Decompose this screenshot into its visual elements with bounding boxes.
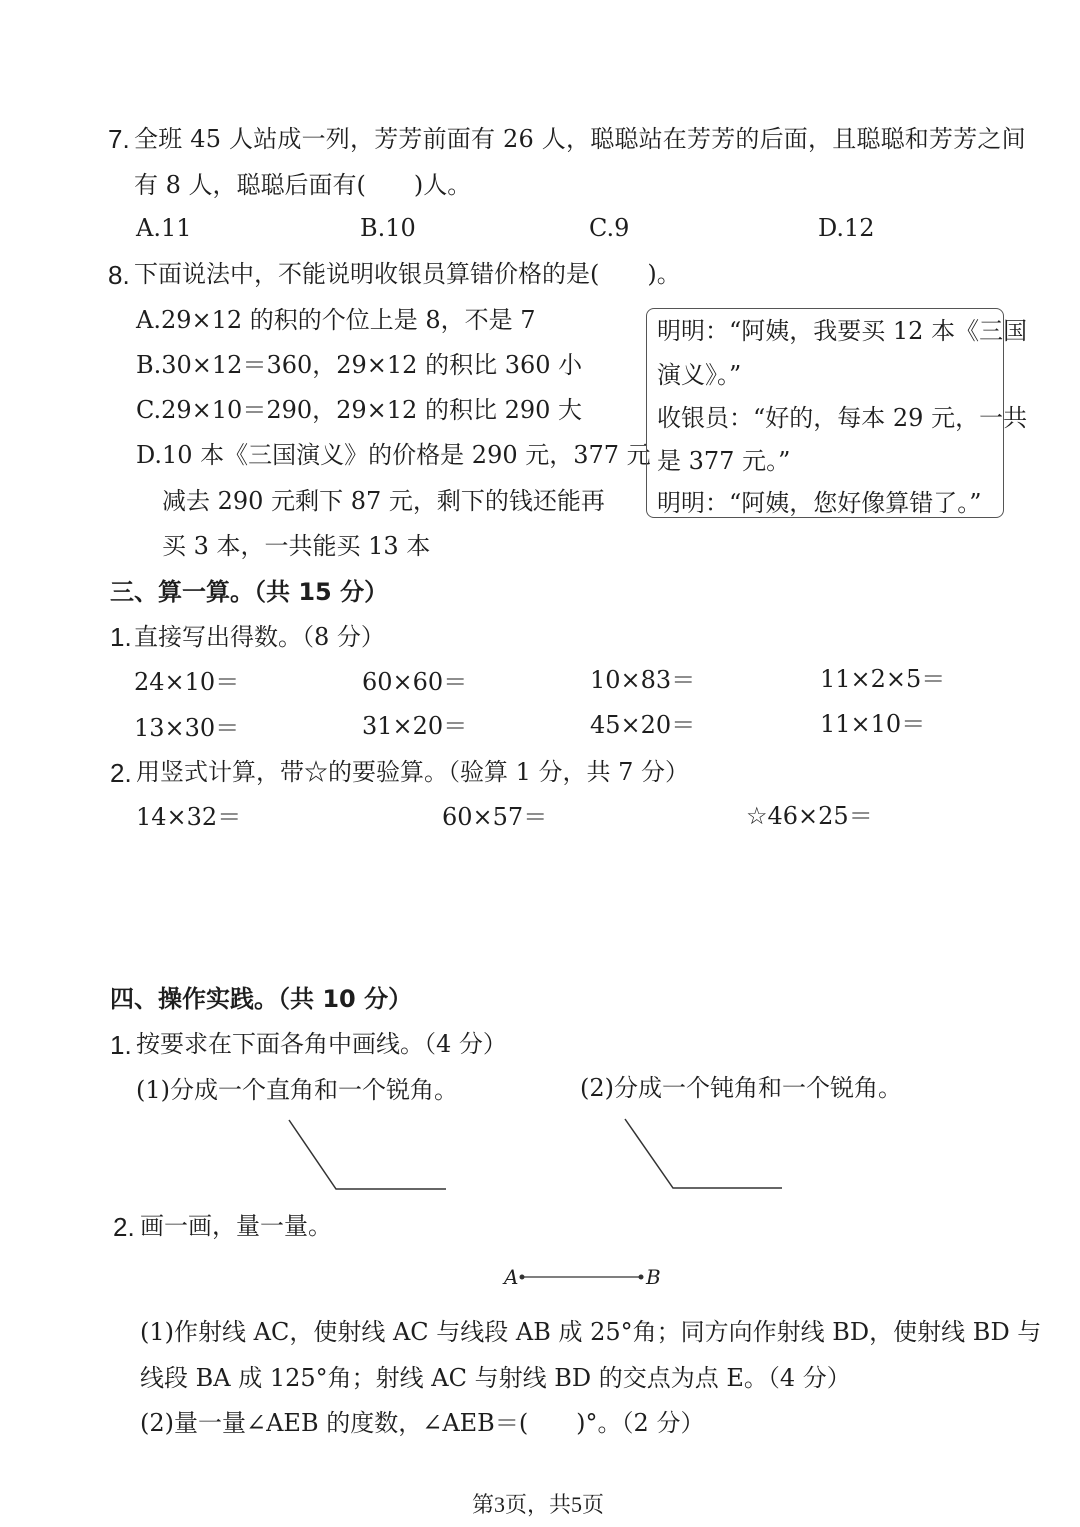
dialog-line-1: 明明：“阿姨，我要买 12 本《三国 xyxy=(657,317,1028,345)
point-a-dot xyxy=(520,1275,525,1280)
calc-item: 13×30＝ xyxy=(134,714,240,742)
s4-q2-number: 2. xyxy=(113,1212,135,1242)
dialog-line-4: 是 377 元。” xyxy=(657,447,791,475)
s3-q1-number: 1. xyxy=(110,622,132,652)
calc-item: 11×2×5＝ xyxy=(820,665,946,693)
angle-figure-1 xyxy=(289,1120,446,1189)
point-b-dot xyxy=(639,1275,644,1280)
section3-heading: 三、算一算。（共 15 分） xyxy=(110,578,389,606)
q8-option-c: C.29×10＝290，29×12 的积比 290 大 xyxy=(136,396,583,424)
calc-item: 45×20＝ xyxy=(590,711,696,739)
section4-heading: 四、操作实践。（共 10 分） xyxy=(110,985,413,1013)
s4-q1-title: 按要求在下面各角中画线。（4 分） xyxy=(136,1030,507,1058)
angle-figure-2 xyxy=(625,1119,782,1188)
s3-q2-title: 用竖式计算，带☆的要验算。（验算 1 分，共 7 分） xyxy=(136,758,690,786)
q7-option-b: B.10 xyxy=(360,214,416,242)
calc-item: 60×60＝ xyxy=(362,668,468,696)
s4-q2-part1-line2: 线段 BA 成 125°角；射线 AC 与射线 BD 的交点为点 E。（4 分） xyxy=(140,1364,851,1392)
q7-stem-line2: 有 8 人，聪聪后面有( )人。 xyxy=(134,171,472,199)
q8-option-d-line3: 买 3 本，一共能买 13 本 xyxy=(162,532,431,560)
q7-option-c: C.9 xyxy=(589,214,630,242)
s4-q2-title: 画一画，量一量。 xyxy=(140,1212,332,1240)
q7-stem-line1: 全班 45 人站成一列，芳芳前面有 26 人，聪聪站在芳芳的后面，且聪聪和芳芳之间 xyxy=(134,125,1026,153)
q8-option-d-line2: 减去 290 元剩下 87 元，剩下的钱还能再 xyxy=(162,487,605,515)
calc-item: 10×83＝ xyxy=(590,666,696,694)
q7-option-a: A.11 xyxy=(136,214,192,242)
q8-number: 8. xyxy=(108,260,130,290)
s4-q1-part2: (2)分成一个钝角和一个锐角。 xyxy=(580,1074,902,1102)
point-b-label: B xyxy=(646,1265,661,1289)
s4-q2-part1-line1: (1)作射线 AC，使射线 AC 与线段 AB 成 25°角；同方向作射线 BD，使射线 BD 与 xyxy=(140,1318,1042,1346)
calc-item: 24×10＝ xyxy=(134,668,240,696)
s4-q1-part1: (1)分成一个直角和一个锐角。 xyxy=(136,1076,458,1104)
q8-option-a: A.29×12 的积的个位上是 8，不是 7 xyxy=(136,306,536,334)
s4-q2-part2: (2)量一量∠AEB 的度数，∠AEB＝( )°。（2 分） xyxy=(140,1409,705,1437)
dialog-line-2: 演义》。” xyxy=(657,361,742,389)
dialog-line-5: 明明：“阿姨，您好像算错了。” xyxy=(657,489,982,517)
page-number: 第3页，共5页 xyxy=(472,1492,605,1517)
segment-ab xyxy=(520,1275,644,1280)
vertical-calc-item: ☆46×25＝ xyxy=(746,802,873,830)
point-a-label: A xyxy=(504,1265,519,1289)
calc-item: 11×10＝ xyxy=(820,710,926,738)
s4-q1-number: 1. xyxy=(110,1030,132,1060)
q8-option-d-line1: D.10 本《三国演义》的价格是 290 元，377 元 xyxy=(136,441,651,469)
q7-number: 7. xyxy=(108,124,130,154)
q8-stem: 下面说法中，不能说明收银员算错价格的是( )。 xyxy=(134,260,681,288)
s3-q1-title: 直接写出得数。（8 分） xyxy=(134,623,385,651)
vertical-calc-item: 60×57＝ xyxy=(442,803,548,831)
q8-option-b: B.30×12＝360，29×12 的积比 360 小 xyxy=(136,351,583,379)
calc-item: 31×20＝ xyxy=(362,712,468,740)
vertical-calc-item: 14×32＝ xyxy=(136,803,242,831)
dialog-line-3: 收银员：“好的，每本 29 元，一共 xyxy=(657,404,1028,432)
q7-option-d: D.12 xyxy=(818,214,875,242)
s3-q2-number: 2. xyxy=(110,758,132,788)
